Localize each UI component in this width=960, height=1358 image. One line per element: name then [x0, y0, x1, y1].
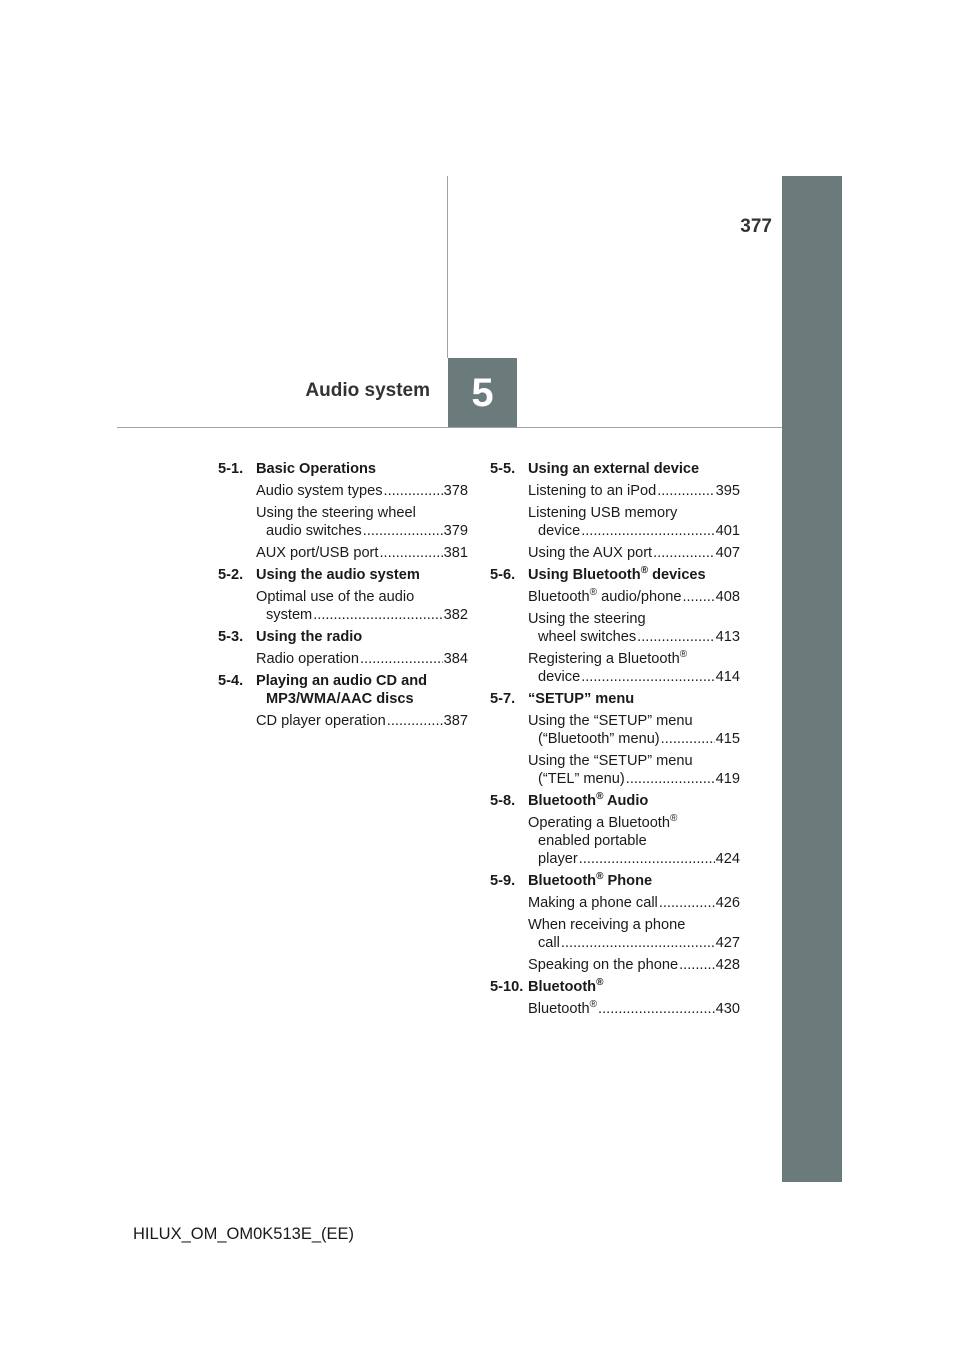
text-part: Bluetooth: [528, 1001, 590, 1017]
section-number: 5-4.: [218, 673, 244, 689]
dot-leader: [579, 850, 715, 868]
section-title: [528, 792, 740, 810]
entry-page: 381: [443, 545, 468, 561]
toc-section-5-5: [490, 460, 740, 562]
entry-text: call: [538, 935, 560, 951]
title-part: Audio: [603, 793, 649, 809]
registered-mark: ®: [669, 813, 678, 825]
entry-line: Using the “SETUP” menu: [528, 753, 693, 769]
dot-leader: [659, 894, 715, 912]
toc-entry[interactable]: [528, 1000, 740, 1018]
entry-page: 430: [715, 1001, 740, 1017]
entry-line: Using the steering: [528, 611, 646, 627]
entry-text: audio switches: [266, 523, 362, 539]
dot-leader: [561, 934, 715, 952]
entry-page: 428: [715, 957, 740, 973]
title-part: Bluetooth: [528, 979, 597, 995]
section-title: Using the radio: [256, 629, 363, 645]
entry-page: 379: [443, 523, 468, 539]
section-heading[interactable]: [490, 566, 740, 584]
entry-line: enabled portable: [538, 833, 647, 849]
entry-text: Radio operation: [256, 651, 360, 667]
entry-page: 407: [715, 545, 740, 561]
section-title-line: Playing an audio CD and: [256, 673, 428, 689]
dot-leader: [626, 770, 715, 788]
toc-entry[interactable]: [528, 916, 740, 952]
toc-entry[interactable]: [528, 482, 740, 500]
entry-text: [528, 1000, 597, 1018]
entry-line: [528, 814, 740, 832]
entry-page: 378: [443, 483, 468, 499]
section-number: 5-8.: [490, 793, 516, 809]
entry-line: Using the “SETUP” menu: [528, 713, 693, 729]
entry-page: 401: [715, 523, 740, 539]
entry-text: Audio system types: [256, 483, 383, 499]
toc-entry[interactable]: [256, 588, 468, 624]
text-part: Operating a Bluetooth: [528, 815, 670, 831]
dot-leader: [653, 544, 715, 562]
dot-leader: [363, 522, 443, 540]
entry-text: wheel switches: [538, 629, 637, 645]
entry-text: Speaking on the phone: [528, 957, 679, 973]
registered-mark: ®: [589, 587, 598, 599]
dot-leader: [387, 712, 443, 730]
section-title: [256, 672, 468, 708]
toc-entry[interactable]: [528, 504, 740, 540]
toc-entry[interactable]: [528, 712, 740, 748]
section-number: 5-6.: [490, 567, 516, 583]
registered-mark: ®: [596, 977, 604, 989]
dot-leader: [360, 650, 443, 668]
section-heading[interactable]: [490, 460, 740, 478]
toc-section-5-4: [218, 672, 468, 730]
entry-page: 382: [443, 607, 468, 623]
section-heading[interactable]: [490, 792, 740, 810]
toc-entry[interactable]: [528, 956, 740, 974]
entry-page: 427: [715, 935, 740, 951]
entry-text: device: [538, 523, 581, 539]
entry-page: 387: [443, 713, 468, 729]
dot-leader: [657, 482, 714, 500]
section-title: [528, 872, 740, 890]
entry-text: player: [538, 851, 578, 867]
section-number: 5-5.: [490, 461, 516, 477]
section-heading[interactable]: [218, 460, 468, 478]
title-part: Phone: [603, 873, 653, 889]
section-title: [528, 566, 740, 584]
entry-page: 419: [715, 771, 740, 787]
toc-entry[interactable]: [528, 894, 740, 912]
section-heading[interactable]: [490, 690, 740, 708]
toc-entry[interactable]: [256, 482, 468, 500]
entry-text: device: [538, 669, 581, 685]
section-title-line: MP3/WMA/AAC discs: [266, 691, 414, 707]
title-part: Bluetooth: [528, 873, 597, 889]
entry-text: (“Bluetooth” menu): [538, 731, 660, 747]
vertical-divider: [447, 176, 448, 358]
title-part: devices: [648, 567, 706, 583]
toc-section-5-8: [490, 792, 740, 868]
section-number: 5-9.: [490, 873, 516, 889]
toc-entry[interactable]: [256, 712, 468, 730]
toc-section-5-2: [218, 566, 468, 624]
registered-mark: ®: [640, 565, 649, 577]
entry-text: AUX port/USB port: [256, 545, 379, 561]
entry-page: 415: [715, 731, 740, 747]
entry-page: 426: [715, 895, 740, 911]
section-number: 5-3.: [218, 629, 244, 645]
toc-section-5-9: [490, 872, 740, 974]
entry-text: Making a phone call: [528, 895, 658, 911]
text-part: Registering a Bluetooth: [528, 651, 680, 667]
entry-line: Optimal use of the audio: [256, 589, 415, 605]
section-heading[interactable]: [490, 872, 740, 890]
section-heading[interactable]: [490, 978, 740, 996]
entry-line: [528, 650, 740, 668]
section-title: [528, 978, 740, 996]
registered-mark: ®: [596, 871, 604, 883]
dot-leader: [581, 668, 714, 686]
toc-entry[interactable]: [528, 814, 740, 868]
entry-text: (“TEL” menu): [538, 771, 625, 787]
title-part: Using Bluetooth: [528, 567, 641, 583]
section-title: “SETUP” menu: [528, 691, 635, 707]
entry-text: system: [266, 607, 313, 623]
toc-entry[interactable]: [528, 588, 740, 606]
toc-column-left: [218, 460, 468, 734]
entry-page: 414: [715, 669, 740, 685]
side-chapter-tab: [782, 176, 842, 1182]
dot-leader: [682, 588, 714, 606]
toc-section-5-6: [490, 566, 740, 686]
registered-mark: ®: [589, 999, 598, 1011]
section-title: Using the audio system: [256, 567, 420, 583]
entry-text: CD player operation: [256, 713, 386, 729]
dot-leader: [384, 482, 443, 500]
section-title: Basic Operations: [256, 461, 377, 477]
text-part: Bluetooth: [528, 589, 590, 605]
toc-section-5-7: [490, 690, 740, 788]
dot-leader: [598, 1000, 715, 1018]
toc-entry[interactable]: [528, 544, 740, 562]
section-number: 5-2.: [218, 567, 244, 583]
section-number: 5-10.: [490, 979, 524, 995]
dot-leader: [379, 544, 442, 562]
entry-page: 408: [715, 589, 740, 605]
entry-page: 384: [443, 651, 468, 667]
horizontal-divider: [117, 427, 782, 428]
entry-page: 395: [715, 483, 740, 499]
entry-text: [528, 588, 681, 606]
title-part: Bluetooth: [528, 793, 597, 809]
section-number: 5-1.: [218, 461, 244, 477]
dot-leader: [661, 730, 715, 748]
document-code-footer: HILUX_OM_OM0K513E_(EE): [133, 1225, 355, 1243]
toc-entry[interactable]: [528, 650, 740, 686]
entry-page: 424: [715, 851, 740, 867]
chapter-number-box: 5: [448, 358, 517, 428]
chapter-title: Audio system: [305, 380, 430, 401]
toc-entry[interactable]: [256, 650, 468, 668]
toc-entry[interactable]: [256, 504, 468, 540]
toc-entry[interactable]: [256, 544, 468, 562]
toc-section-5-3: [218, 628, 468, 668]
entry-line: When receiving a phone: [528, 917, 686, 933]
section-title: Using an external device: [528, 461, 700, 477]
registered-mark: ®: [679, 649, 688, 661]
entry-line: Using the steering wheel: [256, 505, 416, 521]
entry-line: Listening USB memory: [528, 505, 678, 521]
toc-column-right: [490, 460, 740, 1022]
section-heading[interactable]: [218, 672, 468, 708]
registered-mark: ®: [596, 791, 604, 803]
page-number: 377: [740, 216, 772, 237]
dot-leader: [581, 522, 714, 540]
section-number: 5-7.: [490, 691, 516, 707]
text-part: audio/phone: [597, 589, 682, 605]
entry-text: Listening to an iPod: [528, 483, 657, 499]
toc-entry[interactable]: [528, 610, 740, 646]
entry-page: 413: [715, 629, 740, 645]
dot-leader: [679, 956, 715, 974]
entry-text: Using the AUX port: [528, 545, 653, 561]
section-heading[interactable]: [218, 628, 468, 646]
section-heading[interactable]: [218, 566, 468, 584]
toc-entry[interactable]: [528, 752, 740, 788]
dot-leader: [637, 628, 714, 646]
toc-section-5-10: [490, 978, 740, 1018]
toc-section-5-1: [218, 460, 468, 562]
dot-leader: [313, 606, 442, 624]
